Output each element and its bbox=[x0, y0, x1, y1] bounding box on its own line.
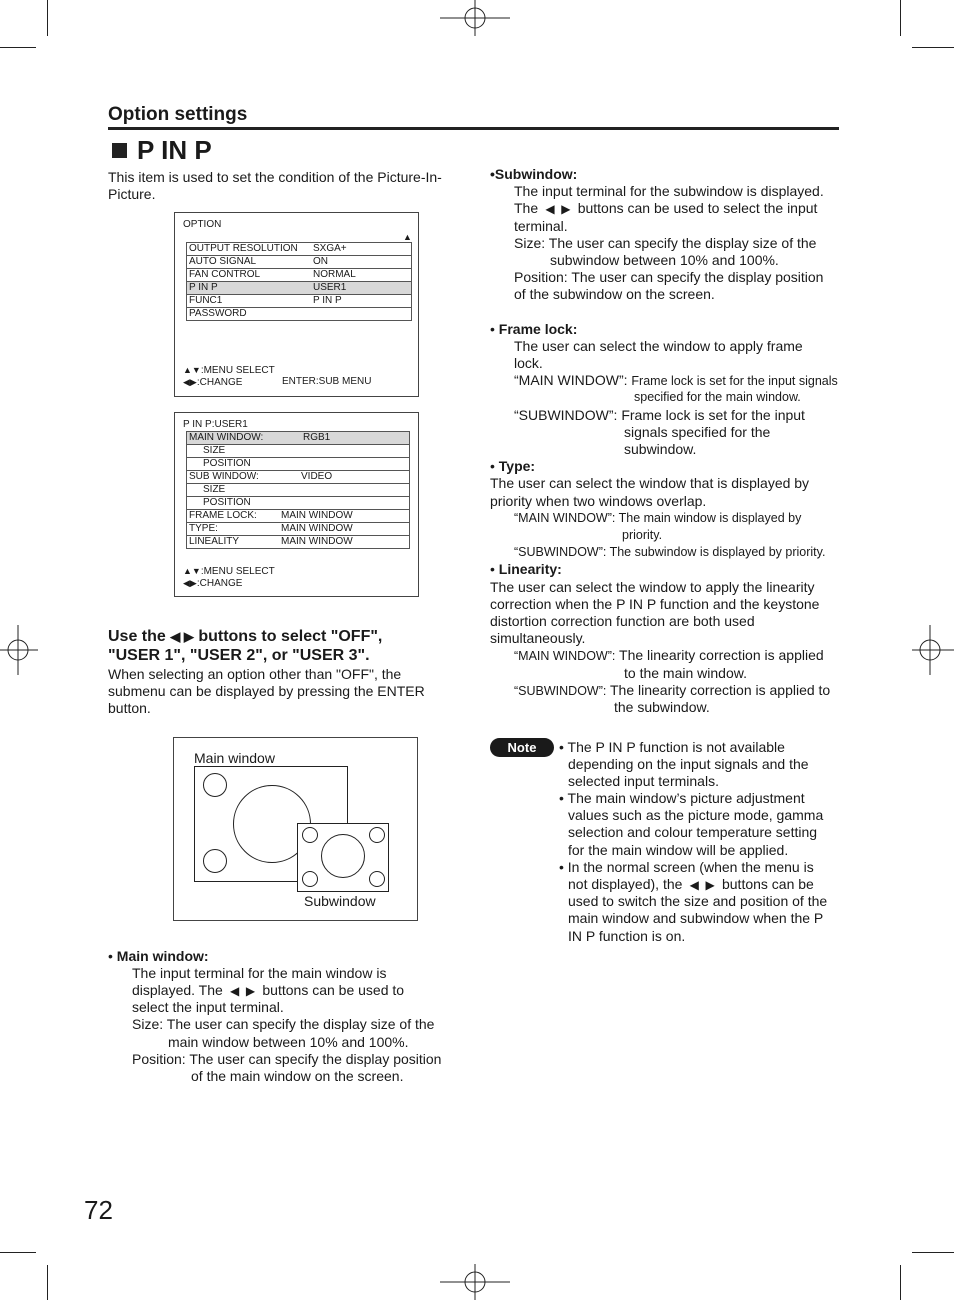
linearity-text: to the main window. bbox=[624, 665, 747, 681]
page-title bbox=[112, 136, 212, 164]
registration-mark-icon bbox=[440, 1262, 510, 1300]
page-number: 72 bbox=[84, 1195, 113, 1225]
note-text: • The P IN P function is not available bbox=[559, 739, 785, 755]
intro-text: This item is used to set the condition of the Picture-In-Picture. bbox=[108, 169, 442, 202]
menu-row[interactable]: SIZE bbox=[187, 445, 409, 458]
note-text: selection and colour temperature setting bbox=[568, 824, 818, 840]
left-right-arrow-icon: ◀ ▶ bbox=[226, 984, 259, 998]
type-text: “MAIN WINDOW”: The main window is displayed by bbox=[514, 511, 802, 525]
corner-circle-icon bbox=[302, 827, 318, 843]
instruction-heading: Use the ◀ ▶ buttons to select "OFF", "USER 1", "USER 2", or "USER 3". bbox=[108, 628, 383, 664]
linearity-text: The user can select the window to apply the linearity bbox=[490, 579, 815, 595]
crop-mark bbox=[0, 1252, 36, 1253]
main-window-text: select the input terminal. bbox=[132, 999, 284, 1015]
main-window-text: Position: The user can specify the display position bbox=[132, 1051, 442, 1067]
subwindow-text: of the subwindow on the screen. bbox=[514, 286, 715, 302]
main-window-text: The input terminal for the main window is bbox=[132, 965, 387, 981]
corner-circle-icon bbox=[302, 871, 318, 887]
note-text: depending on the input signals and the bbox=[568, 756, 809, 772]
note-text: not displayed), the ◀ ▶ buttons can be bbox=[568, 876, 814, 892]
type-text: “SUBWINDOW”: The subwindow is displayed by priority. bbox=[514, 545, 826, 559]
menu-help-select: ▲▼:MENU SELECT bbox=[183, 566, 275, 577]
up-down-arrow-icon: ▲▼ bbox=[183, 365, 201, 375]
main-window-text: of the main window on the screen. bbox=[191, 1068, 404, 1084]
subwindow-box bbox=[297, 823, 389, 892]
linearity-text: “SUBWINDOW”: The linearity correction is applied to bbox=[514, 682, 831, 698]
subwindow-text: terminal. bbox=[514, 218, 568, 234]
corner-circle-icon bbox=[203, 849, 227, 873]
note-text: IN P function is on. bbox=[568, 928, 686, 944]
type-text: priority when two windows overlap. bbox=[490, 493, 707, 509]
registration-mark-icon bbox=[0, 625, 38, 675]
main-window-text: main window between 10% and 100%. bbox=[168, 1034, 409, 1050]
crop-mark bbox=[900, 0, 901, 36]
square-bullet-icon bbox=[112, 143, 127, 158]
menu-help-change: ◀▶:CHANGE bbox=[183, 578, 243, 589]
pinp-menu-screen bbox=[174, 412, 419, 597]
linearity-heading: • Linearity: bbox=[490, 561, 562, 577]
menu-row[interactable]: SUB WINDOW: VIDEO bbox=[187, 471, 409, 484]
menu-row[interactable]: FRAME LOCK: MAIN WINDOW bbox=[187, 510, 409, 523]
center-circle-icon bbox=[321, 834, 365, 878]
linearity-text: distortion correction function are both used bbox=[490, 613, 755, 629]
type-text: The user can select the window that is displayed by bbox=[490, 475, 810, 491]
menu-row[interactable]: SIZE bbox=[187, 484, 409, 497]
menu-row-selected[interactable]: P IN P USER1 bbox=[187, 282, 411, 295]
crop-mark bbox=[47, 0, 48, 36]
up-down-arrow-icon: ▲▼ bbox=[183, 566, 201, 576]
crop-mark bbox=[912, 47, 954, 48]
instruction-body: When selecting an option other than "OFF", the submenu can be displayed by pressing the ENTER button. bbox=[108, 666, 425, 716]
menu-row[interactable]: FAN CONTROL NORMAL bbox=[187, 269, 411, 282]
left-right-arrow-icon: ◀▶ bbox=[183, 578, 197, 588]
up-arrow-icon: ▲ bbox=[403, 232, 412, 242]
main-window-label: Main window bbox=[194, 750, 275, 766]
frame-lock-text: signals specified for the bbox=[624, 424, 771, 440]
header-rule bbox=[108, 127, 839, 130]
menu-row[interactable]: OUTPUT RESOLUTION SXGA+ bbox=[187, 243, 411, 256]
crop-mark bbox=[47, 1265, 48, 1300]
left-right-arrow-icon: ◀ ▶ bbox=[170, 629, 194, 644]
linearity-text: correction when the P IN P function and the keystone bbox=[490, 596, 820, 612]
frame-lock-text: specified for the main window. bbox=[634, 390, 801, 404]
frame-lock-text: subwindow. bbox=[624, 441, 697, 457]
subwindow-text: Size: The user can specify the display size of the bbox=[514, 235, 817, 251]
linearity-text: simultaneously. bbox=[490, 630, 586, 646]
menu-title: P IN P:USER1 bbox=[183, 419, 248, 430]
section-header: Option settings bbox=[108, 104, 248, 125]
registration-mark-icon bbox=[912, 625, 954, 675]
subwindow-text: subwindow between 10% and 100%. bbox=[550, 252, 779, 268]
corner-circle-icon bbox=[369, 827, 385, 843]
subwindow-text: The input terminal for the subwindow is displayed. bbox=[514, 183, 824, 199]
menu-help-select: ▲▼:MENU SELECT bbox=[183, 365, 275, 376]
menu-help-enter: ENTER:SUB MENU bbox=[282, 376, 372, 387]
menu-row-selected[interactable]: MAIN WINDOW: RGB1 bbox=[187, 432, 409, 445]
menu-row[interactable]: FUNC1 P IN P bbox=[187, 295, 411, 308]
frame-lock-text: “MAIN WINDOW”: Frame lock is set for the input signals bbox=[514, 372, 838, 388]
crop-mark bbox=[900, 1265, 901, 1300]
menu-title: OPTION bbox=[183, 219, 222, 230]
menu-row[interactable]: POSITION bbox=[187, 458, 409, 471]
main-window-text: Size: The user can specify the display size of the bbox=[132, 1016, 435, 1032]
type-text: priority. bbox=[622, 528, 663, 542]
linearity-text: the subwindow. bbox=[614, 699, 710, 715]
left-right-arrow-icon: ◀ ▶ bbox=[542, 202, 574, 216]
note-text: used to switch the size and position of the bbox=[568, 893, 828, 909]
type-heading: • Type: bbox=[490, 458, 536, 474]
registration-mark-icon bbox=[440, 0, 510, 38]
menu-row[interactable]: TYPE: MAIN WINDOW bbox=[187, 523, 409, 536]
subwindow-text: Position: The user can specify the display position bbox=[514, 269, 824, 285]
corner-circle-icon bbox=[203, 773, 227, 797]
note-text: main window and subwindow when the P bbox=[568, 910, 824, 926]
option-menu-screen bbox=[174, 212, 419, 397]
subwindow-heading: •Subwindow: bbox=[490, 166, 578, 182]
pinp-diagram bbox=[173, 737, 418, 921]
menu-row[interactable]: POSITION bbox=[187, 497, 409, 510]
menu-row[interactable]: LINEALITY MAIN WINDOW bbox=[189, 536, 353, 547]
menu-row[interactable]: PASSWORD bbox=[189, 308, 247, 319]
page-title-text: P IN P bbox=[137, 135, 212, 165]
corner-circle-icon bbox=[369, 871, 385, 887]
menu-help-change: ◀▶:CHANGE bbox=[183, 377, 243, 388]
frame-lock-text: “SUBWINDOW”: Frame lock is set for the input bbox=[514, 407, 805, 423]
note-text: values such as the picture mode, gamma bbox=[568, 807, 824, 823]
main-window-text: displayed. The ◀ ▶ buttons can be used to bbox=[132, 982, 405, 998]
left-right-arrow-icon: ◀▶ bbox=[183, 377, 197, 387]
subwindow-label: Subwindow bbox=[304, 893, 376, 909]
menu-row[interactable]: AUTO SIGNAL ON bbox=[187, 256, 411, 269]
subwindow-text: The ◀ ▶ buttons can be used to select the input bbox=[514, 200, 818, 216]
note-text: selected input terminals. bbox=[568, 773, 719, 789]
frame-lock-text: lock. bbox=[514, 355, 543, 371]
note-text: • In the normal screen (when the menu is bbox=[559, 859, 814, 875]
crop-mark bbox=[912, 1252, 954, 1253]
main-window-heading: • Main window: bbox=[108, 948, 209, 964]
note-badge: Note bbox=[490, 738, 554, 757]
note-text: for the main window will be applied. bbox=[568, 842, 789, 858]
left-right-arrow-icon: ◀ ▶ bbox=[686, 878, 719, 892]
note-text: • The main window’s picture adjustment bbox=[559, 790, 805, 806]
linearity-text: “MAIN WINDOW”: The linearity correction is applied bbox=[514, 647, 824, 663]
crop-mark bbox=[0, 47, 36, 48]
frame-lock-heading: • Frame lock: bbox=[490, 321, 578, 337]
frame-lock-text: The user can select the window to apply frame bbox=[514, 338, 803, 354]
